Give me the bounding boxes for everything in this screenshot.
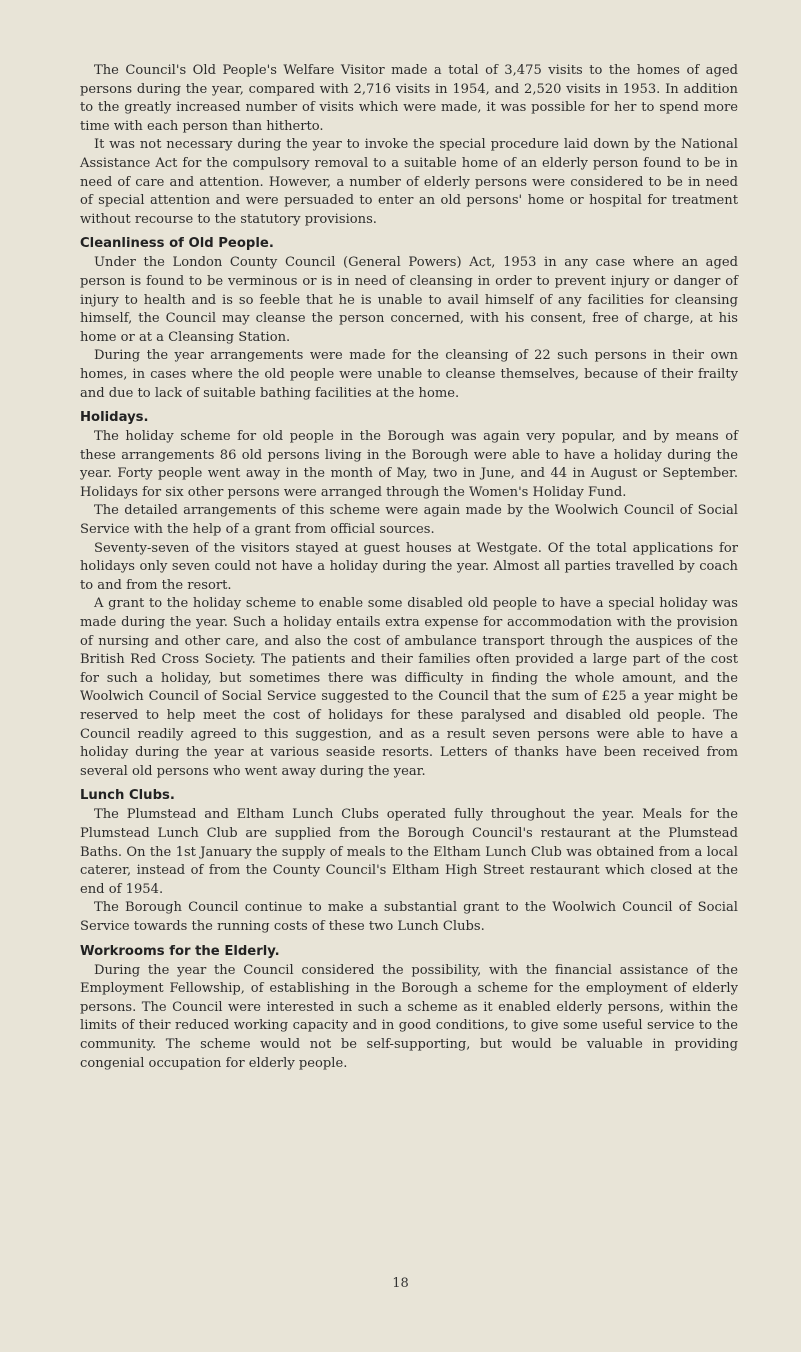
- holidays-paragraph-westgate: Seventy-seven of the visitors stayed at guest houses at Westgate. Of the total applications for holidays only seven could not have a holiday during the year. Almost all parties travelled by coach to and from the resort.: [80, 540, 738, 593]
- lunch-clubs-heading: Lunch Clubs.: [80, 788, 175, 804]
- lunch-clubs-section: [80, 787, 738, 936]
- holidays-heading: Holidays.: [80, 410, 149, 426]
- document-page: [80, 62, 738, 1073]
- lunch-clubs-paragraph-operation: The Plumstead and Eltham Lunch Clubs operated fully throughout the year. Meals for the Plumstead Lunch Club are supplied from the Borough Council's restaurant at the Plumstead Baths. On the 1st January the supply of meals to the Eltham Lunch Club was obtained from a local caterer, instead of from the County Council's Eltham High Street restaurant which closed at the end of 1954.: [80, 807, 738, 897]
- workrooms-paragraph-scheme: During the year the Council considered the possibility, with the financial assistance of the Employment Fellowship, of establishing in the Borough a scheme for the employment of elderly persons. The Council were interested in such a scheme as it enabled elderly persons, within the limits of their reduced working capacity and in good conditions, to give some useful service to the community. The scheme would not be self-supporting, but would be valuable in providing congenial occupation for elderly people.: [80, 962, 738, 1071]
- cleanliness-paragraph-arrangements: During the year arrangements were made for the cleansing of 22 such persons in their own homes, in cases where the old people were unable to cleanse themselves, because of their frailty and due to lack of suitable bathing facilities at the home.: [80, 348, 738, 401]
- intro-paragraph-compulsory-removal: It was not necessary during the year to invoke the special procedure laid down by the National Assistance Act for the compulsory removal to a suitable home of an elderly person found to be in need of care and attention. However, a number of elderly persons were considered to be in need of special attention and were persuaded to enter an old persons' home or hospital for treatment without recourse to the statutory provisions.: [80, 137, 738, 227]
- workrooms-section: [80, 943, 738, 1074]
- cleanliness-heading: Cleanliness of Old People.: [80, 236, 274, 252]
- workrooms-heading: Workrooms for the Elderly.: [80, 943, 280, 959]
- page-number: 18: [392, 1276, 409, 1291]
- intro-section: [80, 62, 738, 229]
- holidays-paragraph-disabled-grant: A grant to the holiday scheme to enable some disabled old people to have a special holiday was made during the year. Such a holiday entails extra expense for accommodation with the provision of nursing and other care, and also the cost of ambulance transport through the auspices of the British Red Cross Society. The patients and their families often provided a large part of the cost for such a holiday, but sometimes there was difficulty in finding the whole amount, and the Woolwich Council of Social Service suggested to the Council that the sum of £25 a year might be reserved to help meet the cost of holidays for these paralysed and disabled old people. The Council readily agreed to this suggestion, and as a result seven persons were able to have a holiday during the year at various seaside resorts. Letters of thanks have been received from several old persons who went away during the year.: [80, 596, 738, 779]
- cleanliness-section: [80, 235, 738, 403]
- cleanliness-paragraph-act: Under the London County Council (General Powers) Act, 1953 in any case where an aged person is found to be verminous or is in need of cleansing in order to prevent injury or danger of injury to health and is so feeble that he is unable to avail himself of any facilities for cleansing himself, the Council may cleanse the person concerned, with his consent, free of charge, at his home or at a Cleansing Station.: [80, 255, 738, 345]
- intro-paragraph-visits: The Council's Old People's Welfare Visitor made a total of 3,475 visits to the homes of aged persons during the year, compared with 2,716 visits in 1954, and 2,520 visits in 1953. In addition to the greatly increased number of visits which were made, it was possible for her to spend more time with each person than hitherto.: [80, 63, 738, 134]
- holidays-section: [80, 409, 738, 781]
- holidays-paragraph-scheme: The holiday scheme for old people in the Borough was again very popular, and by means of these arrangements 86 old persons living in the Borough were able to have a holiday during the year. Forty people went away in the month of May, two in June, and 44 in August or September. Holidays for six other persons were arranged through the Women's Holiday Fund.: [80, 429, 738, 500]
- holidays-paragraph-arrangements: The detailed arrangements of this scheme were again made by the Woolwich Council of Social Service with the help of a grant from official sources.: [80, 503, 738, 538]
- lunch-clubs-paragraph-grant: The Borough Council continue to make a substantial grant to the Woolwich Council of Social Service towards the running costs of these two Lunch Clubs.: [80, 900, 738, 934]
